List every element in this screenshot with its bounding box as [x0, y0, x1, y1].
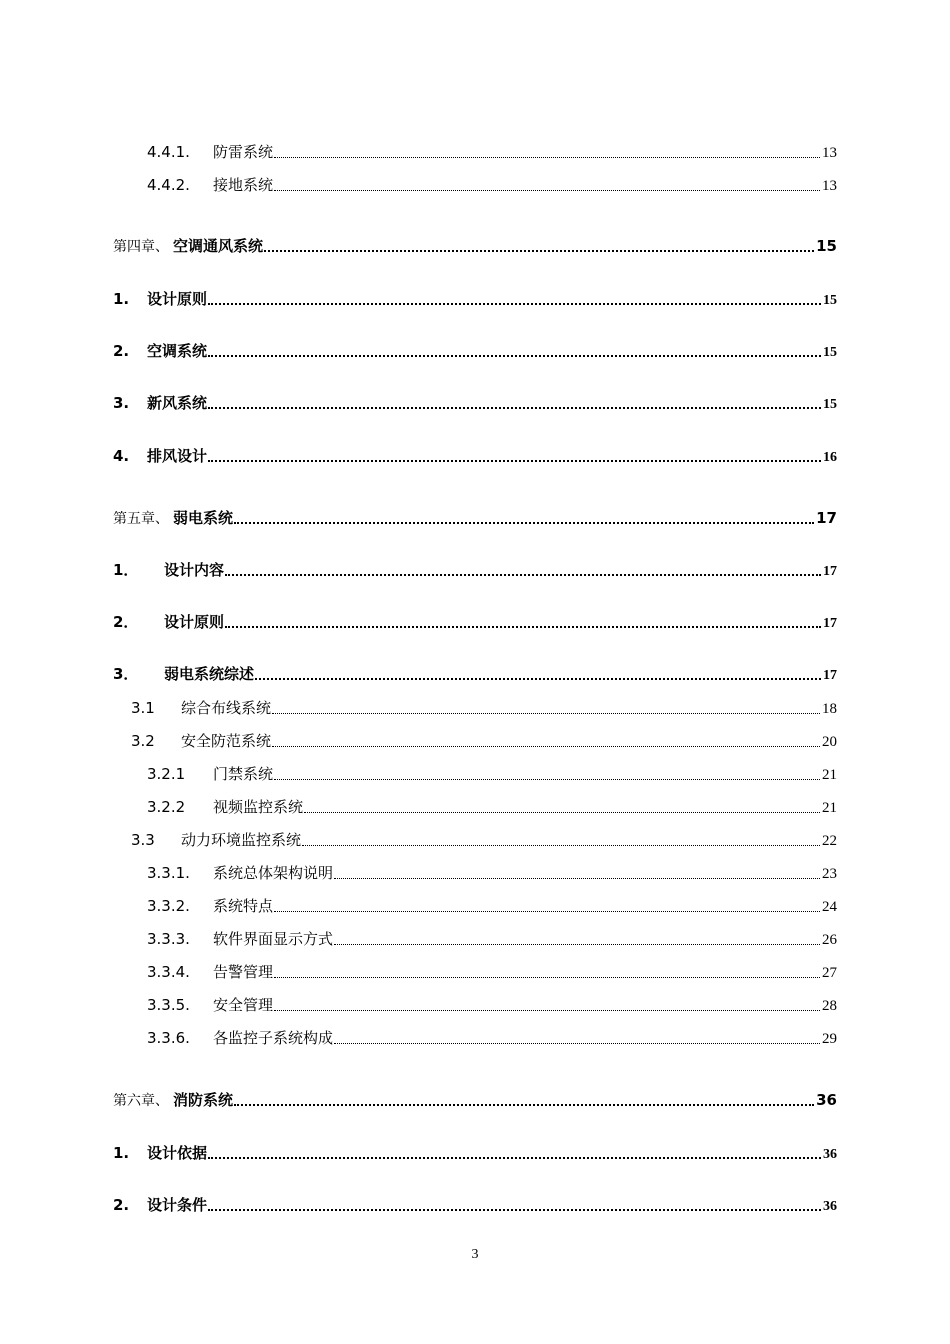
toc-entry-number: 第五章、 [113, 511, 169, 527]
toc-entry-title: 系统总体架构说明 [213, 864, 334, 882]
toc-entry-number: 3． [113, 665, 139, 683]
toc-entry-page: 17 [823, 616, 837, 631]
toc-entry-number: 第六章、 [113, 1093, 169, 1109]
toc-entry-number: 1. [113, 1144, 130, 1162]
toc-entry-page: 13 [822, 178, 837, 194]
toc-entry[interactable] [147, 1027, 837, 1048]
toc-chapter[interactable] [113, 1089, 837, 1110]
toc-entry[interactable] [113, 663, 837, 684]
dot-leader [264, 250, 814, 252]
toc-entry-title: 设计原则 [147, 290, 208, 308]
toc-entry[interactable] [147, 862, 837, 883]
toc-entry-title: 安全防范系统 [181, 732, 272, 750]
toc-entry-page: 29 [822, 1031, 837, 1047]
toc-entry-page: 36 [823, 1199, 837, 1214]
dot-leader [208, 303, 821, 305]
toc-entry[interactable] [147, 961, 837, 982]
toc-entry-number: 第四章、 [113, 239, 169, 255]
dot-leader [274, 779, 820, 780]
toc-entry-title: 空调系统 [147, 342, 208, 360]
toc-entry[interactable] [113, 288, 837, 309]
page-number: 3 [471, 1247, 479, 1262]
toc-entry-page: 36 [816, 1091, 837, 1109]
toc-entry-number: 3.2.1 [147, 765, 186, 783]
toc-entry[interactable] [113, 445, 837, 466]
toc-entry[interactable] [147, 763, 837, 784]
toc-entry-number: 3.3.1. [147, 864, 190, 882]
toc-entry-title: 软件界面显示方式 [213, 930, 334, 948]
dot-leader [274, 157, 820, 158]
dot-leader [334, 1043, 820, 1044]
toc-entry-number: 3.3 [131, 831, 155, 849]
toc-entry[interactable] [113, 611, 837, 632]
toc-entry-page: 16 [823, 450, 837, 465]
toc-entry-number: 3.3.5. [147, 996, 190, 1014]
toc-entry-number: 3.1 [131, 699, 155, 717]
toc-entry-title: 设计依据 [147, 1144, 208, 1162]
toc-entry[interactable] [147, 141, 837, 162]
toc-entry[interactable] [147, 994, 837, 1015]
dot-leader [272, 746, 820, 747]
dot-leader [208, 407, 821, 409]
toc-entry[interactable] [147, 174, 837, 195]
toc-entry[interactable] [147, 796, 837, 817]
toc-entry-page: 15 [816, 237, 837, 255]
dot-leader [302, 845, 820, 846]
dot-leader [274, 977, 820, 978]
toc-entry-page: 36 [823, 1147, 837, 1162]
toc-entry[interactable] [113, 392, 837, 413]
toc-entry-page: 15 [823, 293, 837, 308]
dot-leader [274, 911, 820, 912]
toc-entry-page: 17 [823, 668, 837, 683]
toc-entry-title: 防雷系统 [213, 143, 274, 161]
toc-entry-title: 综合布线系统 [181, 699, 272, 717]
toc-entry-page: 13 [822, 145, 837, 161]
toc-entry[interactable] [113, 1142, 837, 1163]
toc-entry-number: 3.2 [131, 732, 155, 750]
toc-entry-title: 门禁系统 [213, 765, 274, 783]
dot-leader [304, 812, 820, 813]
toc-entry-title: 空调通风系统 [173, 237, 264, 255]
dot-leader [334, 878, 820, 879]
toc-entry-title: 接地系统 [213, 176, 274, 194]
toc-entry-page: 22 [822, 833, 837, 849]
toc-entry-number: 3.3.4. [147, 963, 190, 981]
dot-leader [255, 678, 821, 680]
toc-entry-number: 4. [113, 447, 130, 465]
toc-entry-number: 3.2.2 [147, 798, 186, 816]
toc-entry-title: 新风系统 [147, 394, 208, 412]
toc-entry-title: 弱电系统 [173, 509, 234, 527]
toc-entry[interactable] [113, 559, 837, 580]
toc-entry-title: 设计内容 [164, 561, 225, 579]
toc-entry-number: 3.3.6. [147, 1029, 190, 1047]
toc-entry-title: 动力环境监控系统 [181, 831, 302, 849]
toc-entry-page: 17 [823, 564, 837, 579]
toc-entry-title: 设计条件 [147, 1196, 208, 1214]
toc-entry-page: 18 [822, 701, 837, 717]
toc-entry-page: 15 [823, 397, 837, 412]
dot-leader [225, 574, 821, 576]
dot-leader [274, 1010, 820, 1011]
toc-entry[interactable] [147, 928, 837, 949]
toc-entry-page: 20 [822, 734, 837, 750]
toc-entry-page: 27 [822, 965, 837, 981]
toc-entry-page: 17 [816, 509, 837, 527]
dot-leader [208, 460, 821, 462]
dot-leader [272, 713, 820, 714]
toc-entry[interactable] [147, 895, 837, 916]
toc-entry[interactable] [113, 1194, 837, 1215]
toc-entry-title: 安全管理 [213, 996, 274, 1014]
toc-entry-number: 3.3.3. [147, 930, 190, 948]
toc-entry-number: 4.4.1. [147, 143, 190, 161]
dot-leader [208, 355, 821, 357]
toc-entry-page: 15 [823, 345, 837, 360]
toc-entry-title: 消防系统 [173, 1091, 234, 1109]
toc-entry-page: 28 [822, 998, 837, 1014]
toc-entry-number: 2. [113, 1196, 130, 1214]
dot-leader [234, 1104, 814, 1106]
dot-leader [208, 1157, 821, 1159]
toc-entry-number: 4.4.2. [147, 176, 190, 194]
toc-entry[interactable] [113, 340, 837, 361]
toc-entry[interactable] [131, 730, 837, 751]
dot-leader [334, 944, 820, 945]
toc-entry-number: 2． [113, 613, 139, 631]
dot-leader [274, 190, 820, 191]
toc-entry-title: 视频监控系统 [213, 798, 304, 816]
toc-entry-title: 各监控子系统构成 [213, 1029, 334, 1047]
toc-entry-number: 2. [113, 342, 130, 360]
dot-leader [234, 522, 814, 524]
toc-entry-page: 21 [822, 767, 837, 783]
toc-entry-title: 弱电系统综述 [164, 665, 255, 683]
dot-leader [208, 1209, 821, 1211]
toc-entry[interactable] [131, 829, 837, 850]
toc-entry-number: 3.3.2. [147, 897, 190, 915]
toc-entry-page: 24 [822, 899, 837, 915]
toc-entry-title: 排风设计 [147, 447, 208, 465]
toc-entry-page: 23 [822, 866, 837, 882]
toc-chapter[interactable] [113, 235, 837, 256]
toc-entry-number: 1． [113, 561, 139, 579]
toc-entry-page: 26 [822, 932, 837, 948]
toc-entry-title: 系统特点 [213, 897, 274, 915]
toc-entry-page: 21 [822, 800, 837, 816]
toc-entry-title: 告警管理 [213, 963, 274, 981]
toc-entry-number: 3. [113, 394, 130, 412]
toc-entry-number: 1. [113, 290, 130, 308]
dot-leader [225, 626, 821, 628]
toc-entry[interactable] [131, 697, 837, 718]
toc-entry-title: 设计原则 [164, 613, 225, 631]
toc-chapter[interactable] [113, 507, 837, 528]
